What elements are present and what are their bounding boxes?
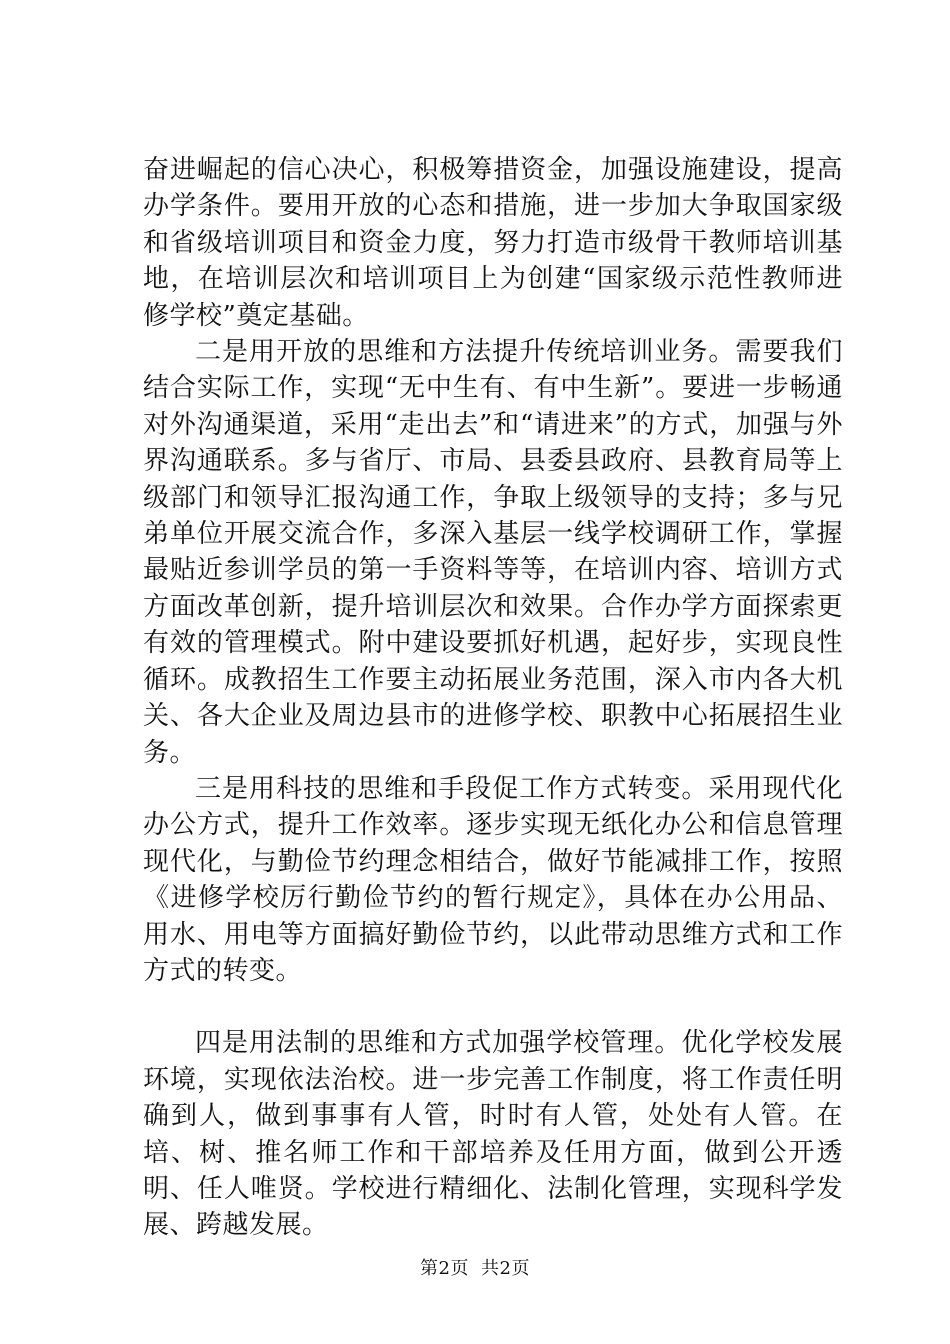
paragraph-point-two: 二是用开放的思维和方法提升传统培训业务。需要我们结合实际工作，实现“无中生有、有中生新”。要进一步畅通对外沟通渠道，采用“走出去”和“请进来”的方式，加强与外界沟通联系。多与省厅、市局、县委县政府、县教育局等上级部门和领导汇报沟通工作，争取上级领导的支持；多与兄弟单位开展交流合作，多深入基层一线学校调研工作，掌握最贴近参训学员的第一手资料等等，在培训内容、培训方式方面改革创新，提升培训层次和效果。合作办学方面探索更有效的管理模式。附中建设要抓好机遇，起好步，实现良性循环。成教招生工作要主动拓展业务范围，深入市内各大机关、各大企业及周边县市的进修学校、职教中心拓展招生业务。 [143, 337, 843, 768]
document-body [143, 152, 843, 1244]
paragraph-continuation: 奋进崛起的信心决心，积极筹措资金，加强设施建设，提高办学条件。要用开放的心态和措施，进一步加大争取国家级和省级培训项目和资金力度，努力打造市级骨干教师培训基地，在培训层次和培训项目上为创建“国家级示范性教师进修学校”奠定基础。 [143, 155, 843, 331]
page-footer [0, 1254, 950, 1280]
page-number-current: 第2页 [420, 1258, 469, 1279]
paragraph-point-three: 三是用科技的思维和手段促工作方式转变。采用现代化办公方式，提升工作效率。逐步实现无纸化办公和信息管理现代化，与勤俭节约理念相结合，做好节能减排工作，按照《进修学校厉行勤俭节约的暂行规定》，具体在办公用品、用水、用电等方面搞好勤俭节约，以此带动思维方式和工作方式的转变。 [143, 773, 843, 986]
paragraph-point-four: 四是用法制的思维和方式加强学校管理。优化学校发展环境，实现依法治校。进一步完善工作制度，将工作责任明确到人，做到事事有人管，时时有人管，处处有人管。在培、树、推名师工作和干部培养及任用方面，做到公开透明、任人唯贤。学校进行精细化、法制化管理，实现科学发展、跨越发展。 [143, 1028, 843, 1241]
page-number-total: 共2页 [481, 1258, 530, 1279]
